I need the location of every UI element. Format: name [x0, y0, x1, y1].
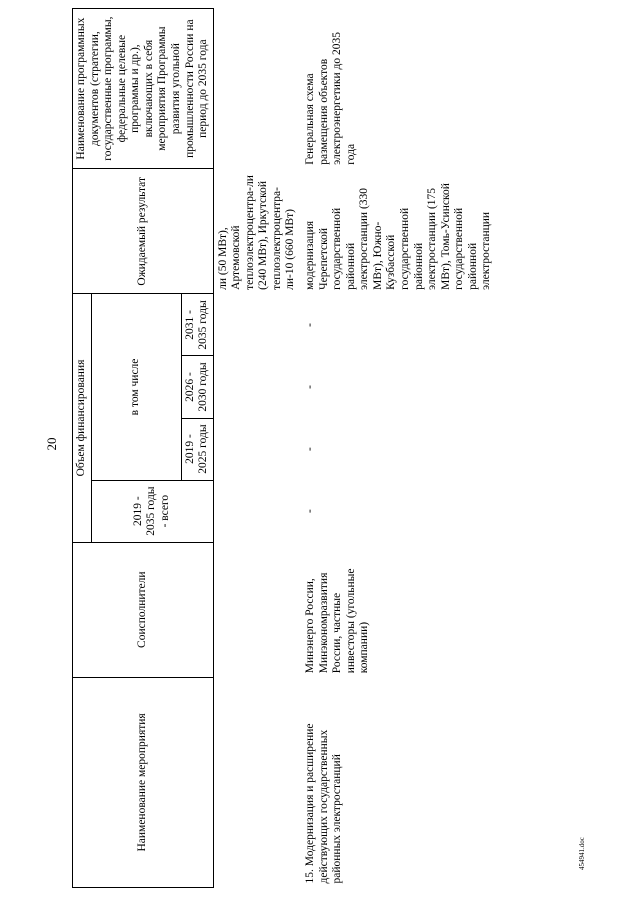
- header-program-docs: Наименование программных документов (стратегии, государственные программы, федеральные целевые программы и др.), включающих в себя мероприятия Программы развития угольной промышленности России на период до 2035 года: [73, 9, 214, 169]
- document-id: 454941.doc: [578, 837, 586, 870]
- funding-2031-2035-cell: -: [304, 322, 316, 327]
- header-coexecutors: Соисполнители: [73, 542, 214, 677]
- funding-total-cell: -: [304, 509, 316, 514]
- header-activity: Наименование мероприятия: [73, 677, 214, 887]
- header-funding-2031-2035: 2031 - 2035 годы: [181, 294, 213, 356]
- program-docs-cell: Генеральная схема размещения объектов электроэнергетики до 2035 года: [304, 32, 357, 165]
- coexecutors-cell: Минэнерго России, Минэкономразвития России, частные инвесторы (угольные компании): [304, 568, 371, 674]
- funding-2026-2030-cell: -: [304, 385, 316, 389]
- header-funding-2019-2025: 2019 - 2025 годы: [181, 418, 213, 480]
- header-result: Ожидаемый результат: [73, 169, 214, 294]
- continued-result-cell: ли (50 МВт), Артемовской теплоэлектроцентра-ли (240 МВт), Иркутской теплоэлектроцентра-ли-10 (660 МВт): [216, 175, 297, 290]
- header-funding-2026-2030: 2026 - 2030 годы: [181, 356, 213, 418]
- page-number: 20: [44, 437, 59, 451]
- result-cell: модернизация Черепетской государственной районной электростанции (330 МВт), Южно-Кузбасской государственной районной электростанции (175 МВт), Томь-Усинской государственной районной электростанции: [304, 183, 493, 290]
- table-row: [301, 9, 497, 888]
- rotated-table-container: [72, 8, 632, 888]
- activity-cell: 15. Модернизация и расширение действующих государственных районных электростанций: [304, 723, 344, 884]
- activities-table: [72, 8, 497, 888]
- header-funding-including: в том числе: [91, 294, 181, 480]
- funding-2019-2025-cell: -: [304, 447, 316, 451]
- header-funding-total: 2019 - 2035 годы - всего: [91, 480, 213, 542]
- header-funding: Объем финансирования: [73, 294, 92, 542]
- table-row-continued: [213, 9, 301, 888]
